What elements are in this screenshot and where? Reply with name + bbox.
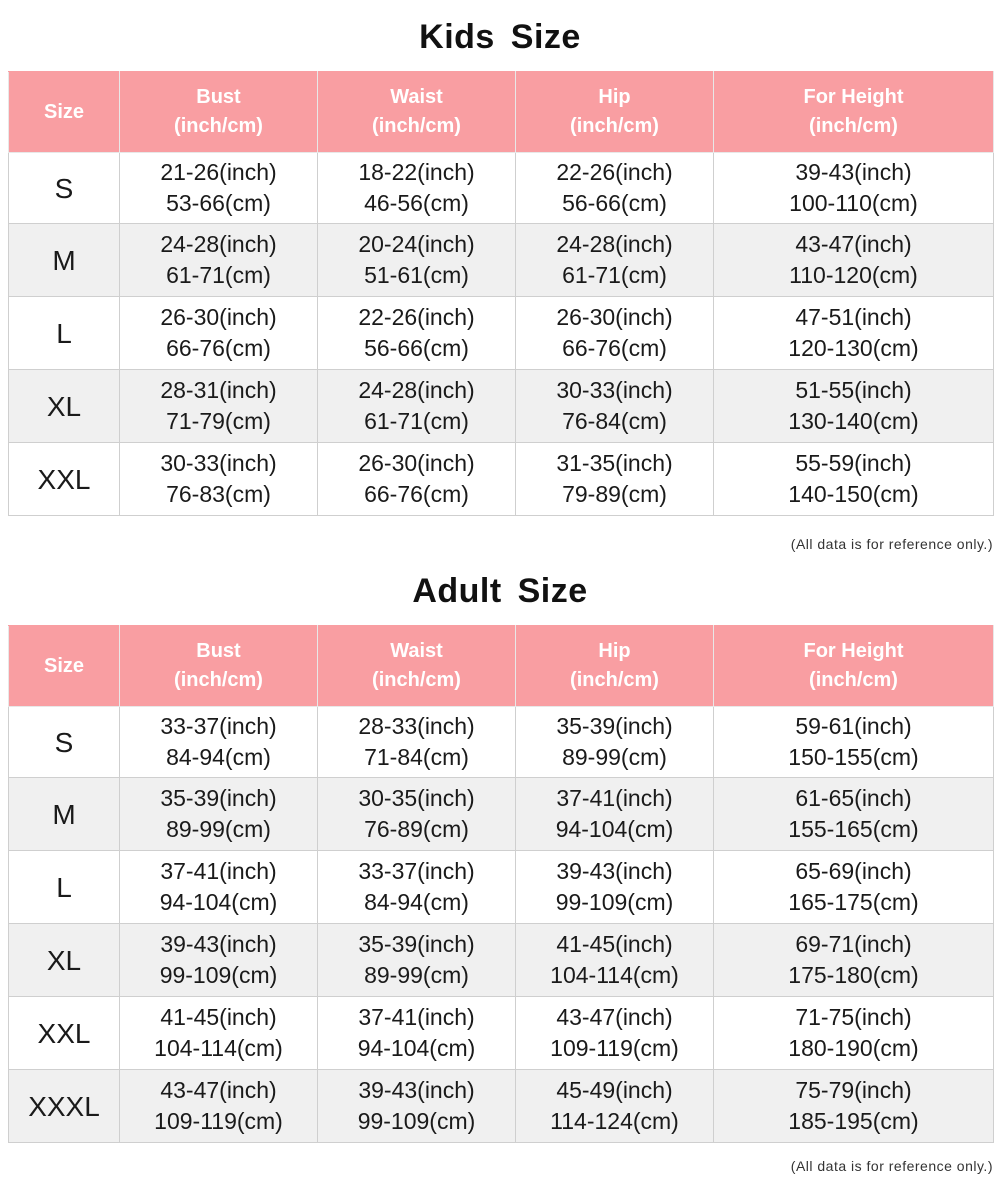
height-cell xyxy=(714,778,994,851)
cm-value: 104-114(cm) xyxy=(154,1035,283,1061)
inch-value: 20-24(inch) xyxy=(358,231,475,257)
table-row xyxy=(9,997,994,1070)
cm-value: 76-89(cm) xyxy=(364,816,469,842)
waist-cell xyxy=(318,997,516,1070)
inch-value: 30-33(inch) xyxy=(556,377,673,403)
kids-size-title: Kids Size xyxy=(419,18,581,56)
inch-value: 24-28(inch) xyxy=(556,231,673,257)
cm-value: 109-119(cm) xyxy=(550,1035,679,1061)
cm-value: 99-109(cm) xyxy=(555,889,674,915)
bust-cell xyxy=(120,851,318,924)
inch-value: 35-39(inch) xyxy=(556,713,673,739)
inch-value: 39-43(inch) xyxy=(160,931,277,957)
cm-value: 76-84(cm) xyxy=(562,408,667,434)
inch-value: 35-39(inch) xyxy=(358,931,475,957)
height-cell xyxy=(714,153,994,224)
inch-value: 37-41(inch) xyxy=(556,785,673,811)
inch-value: 61-65(inch) xyxy=(795,785,912,811)
inch-value: 43-47(inch) xyxy=(160,1077,277,1103)
inch-value: 47-51(inch) xyxy=(795,304,912,330)
inch-value: 26-30(inch) xyxy=(556,304,673,330)
waist-cell xyxy=(318,851,516,924)
column-header-label: Bust xyxy=(196,640,241,662)
column-header-label: Hip xyxy=(598,640,631,662)
column-header-unit: (inch/cm) xyxy=(809,115,898,137)
hip-cell xyxy=(516,924,714,997)
bust-cell xyxy=(120,370,318,443)
hip-cell xyxy=(516,153,714,224)
bust-cell xyxy=(120,443,318,516)
height-cell xyxy=(714,224,994,297)
bust-cell xyxy=(120,1070,318,1143)
cm-value: 61-71(cm) xyxy=(166,262,271,288)
inch-value: 71-75(inch) xyxy=(795,1004,912,1030)
size-cell: XXL xyxy=(9,443,120,516)
column-header-unit: (inch/cm) xyxy=(174,669,263,691)
height-cell xyxy=(714,707,994,778)
inch-value: 22-26(inch) xyxy=(358,304,475,330)
hip-cell xyxy=(516,443,714,516)
kids-reference-note: (All data is for reference only.) xyxy=(790,536,993,552)
inch-value: 41-45(inch) xyxy=(556,931,673,957)
table-row xyxy=(9,707,994,778)
hip-cell xyxy=(516,778,714,851)
cm-value: 89-99(cm) xyxy=(364,962,469,988)
inch-value: 18-22(inch) xyxy=(358,159,475,185)
cm-value: 56-66(cm) xyxy=(364,335,469,361)
size-cell: XL xyxy=(9,924,120,997)
height-cell xyxy=(714,851,994,924)
inch-value: 33-37(inch) xyxy=(358,858,475,884)
inch-value: 55-59(inch) xyxy=(795,450,912,476)
column-header-unit: (inch/cm) xyxy=(570,115,659,137)
inch-value: 43-47(inch) xyxy=(795,231,912,257)
height-cell xyxy=(714,924,994,997)
size-cell: XXXL xyxy=(9,1070,120,1143)
inch-value: 69-71(inch) xyxy=(795,931,912,957)
inch-value: 28-33(inch) xyxy=(358,713,475,739)
inch-value: 33-37(inch) xyxy=(160,713,277,739)
cm-value: 94-104(cm) xyxy=(555,816,674,842)
cm-value: 84-94(cm) xyxy=(166,744,271,770)
size-cell: XL xyxy=(9,370,120,443)
table-row xyxy=(9,778,994,851)
adult-size-title: Adult Size xyxy=(412,572,588,610)
cm-value: 71-79(cm) xyxy=(166,408,271,434)
cm-value: 140-150(cm) xyxy=(788,481,919,507)
column-header xyxy=(516,626,714,707)
inch-value: 39-43(inch) xyxy=(795,159,912,185)
table-row xyxy=(9,370,994,443)
table-row xyxy=(9,851,994,924)
column-header xyxy=(318,72,516,153)
column-header xyxy=(318,626,516,707)
inch-value: 45-49(inch) xyxy=(556,1077,673,1103)
hip-cell xyxy=(516,224,714,297)
size-cell: M xyxy=(9,778,120,851)
column-header xyxy=(516,72,714,153)
column-header-unit: (inch/cm) xyxy=(809,669,898,691)
column-header-label: Bust xyxy=(196,86,241,108)
waist-cell xyxy=(318,1070,516,1143)
column-header-unit: (inch/cm) xyxy=(372,669,461,691)
hip-cell xyxy=(516,1070,714,1143)
height-cell xyxy=(714,997,994,1070)
inch-value: 24-28(inch) xyxy=(358,377,475,403)
column-header xyxy=(120,626,318,707)
cm-value: 89-99(cm) xyxy=(562,744,667,770)
hip-cell xyxy=(516,997,714,1070)
inch-value: 37-41(inch) xyxy=(358,1004,475,1030)
cm-value: 61-71(cm) xyxy=(562,262,667,288)
cm-value: 109-119(cm) xyxy=(154,1108,283,1134)
cm-value: 110-120(cm) xyxy=(789,262,918,288)
cm-value: 53-66(cm) xyxy=(166,190,271,216)
column-header-label: Size xyxy=(43,654,85,677)
cm-value: 180-190(cm) xyxy=(788,1035,919,1061)
cm-value: 51-61(cm) xyxy=(364,262,469,288)
cm-value: 185-195(cm) xyxy=(788,1108,919,1134)
cm-value: 89-99(cm) xyxy=(166,816,271,842)
adult-reference-note: (All data is for reference only.) xyxy=(790,1158,993,1174)
inch-value: 51-55(inch) xyxy=(795,377,912,403)
hip-cell xyxy=(516,707,714,778)
height-cell xyxy=(714,443,994,516)
cm-value: 150-155(cm) xyxy=(788,744,919,770)
column-header xyxy=(120,72,318,153)
kids-size-table xyxy=(8,71,994,516)
hip-cell xyxy=(516,851,714,924)
column-header-label: Waist xyxy=(390,640,443,662)
waist-cell xyxy=(318,297,516,370)
cm-value: 155-165(cm) xyxy=(788,816,919,842)
bust-cell xyxy=(120,778,318,851)
height-cell xyxy=(714,370,994,443)
cm-value: 84-94(cm) xyxy=(364,889,469,915)
hip-cell xyxy=(516,370,714,443)
cm-value: 46-56(cm) xyxy=(364,190,469,216)
cm-value: 79-89(cm) xyxy=(562,481,667,507)
cm-value: 120-130(cm) xyxy=(788,335,919,361)
waist-cell xyxy=(318,370,516,443)
cm-value: 99-109(cm) xyxy=(357,1108,476,1134)
table-row xyxy=(9,224,994,297)
column-header-label: For Height xyxy=(803,86,904,108)
inch-value: 30-35(inch) xyxy=(358,785,475,811)
column-header xyxy=(714,626,994,707)
inch-value: 43-47(inch) xyxy=(556,1004,673,1030)
height-cell xyxy=(714,297,994,370)
size-cell: M xyxy=(9,224,120,297)
cm-value: 165-175(cm) xyxy=(788,889,919,915)
column-header-label: For Height xyxy=(803,640,904,662)
size-cell: S xyxy=(9,707,120,778)
hip-cell xyxy=(516,297,714,370)
cm-value: 76-83(cm) xyxy=(166,481,271,507)
inch-value: 39-43(inch) xyxy=(358,1077,475,1103)
cm-value: 104-114(cm) xyxy=(550,962,679,988)
column-header xyxy=(714,72,994,153)
bust-cell xyxy=(120,707,318,778)
bust-cell xyxy=(120,997,318,1070)
cm-value: 66-76(cm) xyxy=(166,335,271,361)
size-cell: L xyxy=(9,851,120,924)
cm-value: 94-104(cm) xyxy=(357,1035,476,1061)
cm-value: 66-76(cm) xyxy=(562,335,667,361)
table-header-row xyxy=(9,72,994,153)
cm-value: 61-71(cm) xyxy=(364,408,469,434)
table-row xyxy=(9,153,994,224)
column-header-label: Hip xyxy=(598,86,631,108)
table-row xyxy=(9,297,994,370)
waist-cell xyxy=(318,707,516,778)
adult-size-table xyxy=(8,625,994,1143)
size-cell: XXL xyxy=(9,997,120,1070)
column-header xyxy=(9,72,120,153)
table-row xyxy=(9,924,994,997)
inch-value: 35-39(inch) xyxy=(160,785,277,811)
column-header-unit: (inch/cm) xyxy=(570,669,659,691)
cm-value: 99-109(cm) xyxy=(159,962,278,988)
cm-value: 56-66(cm) xyxy=(562,190,667,216)
waist-cell xyxy=(318,778,516,851)
inch-value: 22-26(inch) xyxy=(556,159,673,185)
inch-value: 59-61(inch) xyxy=(795,713,912,739)
inch-value: 21-26(inch) xyxy=(160,159,277,185)
inch-value: 26-30(inch) xyxy=(160,304,277,330)
waist-cell xyxy=(318,443,516,516)
inch-value: 30-33(inch) xyxy=(160,450,277,476)
cm-value: 71-84(cm) xyxy=(364,744,469,770)
table-row xyxy=(9,443,994,516)
size-cell: L xyxy=(9,297,120,370)
cm-value: 100-110(cm) xyxy=(789,190,918,216)
inch-value: 39-43(inch) xyxy=(556,858,673,884)
size-cell: S xyxy=(9,153,120,224)
inch-value: 26-30(inch) xyxy=(358,450,475,476)
cm-value: 94-104(cm) xyxy=(159,889,278,915)
waist-cell xyxy=(318,153,516,224)
cm-value: 114-124(cm) xyxy=(550,1108,679,1134)
bust-cell xyxy=(120,924,318,997)
inch-value: 41-45(inch) xyxy=(160,1004,277,1030)
inch-value: 65-69(inch) xyxy=(795,858,912,884)
bust-cell xyxy=(120,297,318,370)
inch-value: 24-28(inch) xyxy=(160,231,277,257)
inch-value: 28-31(inch) xyxy=(160,377,277,403)
inch-value: 31-35(inch) xyxy=(556,450,673,476)
column-header xyxy=(9,626,120,707)
cm-value: 175-180(cm) xyxy=(788,962,919,988)
column-header-unit: (inch/cm) xyxy=(372,115,461,137)
cm-value: 130-140(cm) xyxy=(788,408,919,434)
height-cell xyxy=(714,1070,994,1143)
bust-cell xyxy=(120,224,318,297)
bust-cell xyxy=(120,153,318,224)
table-row xyxy=(9,1070,994,1143)
waist-cell xyxy=(318,924,516,997)
inch-value: 75-79(inch) xyxy=(795,1077,912,1103)
column-header-unit: (inch/cm) xyxy=(174,115,263,137)
column-header-label: Waist xyxy=(390,86,443,108)
table-header-row xyxy=(9,626,994,707)
column-header-label: Size xyxy=(43,100,85,123)
cm-value: 66-76(cm) xyxy=(364,481,469,507)
waist-cell xyxy=(318,224,516,297)
inch-value: 37-41(inch) xyxy=(160,858,277,884)
